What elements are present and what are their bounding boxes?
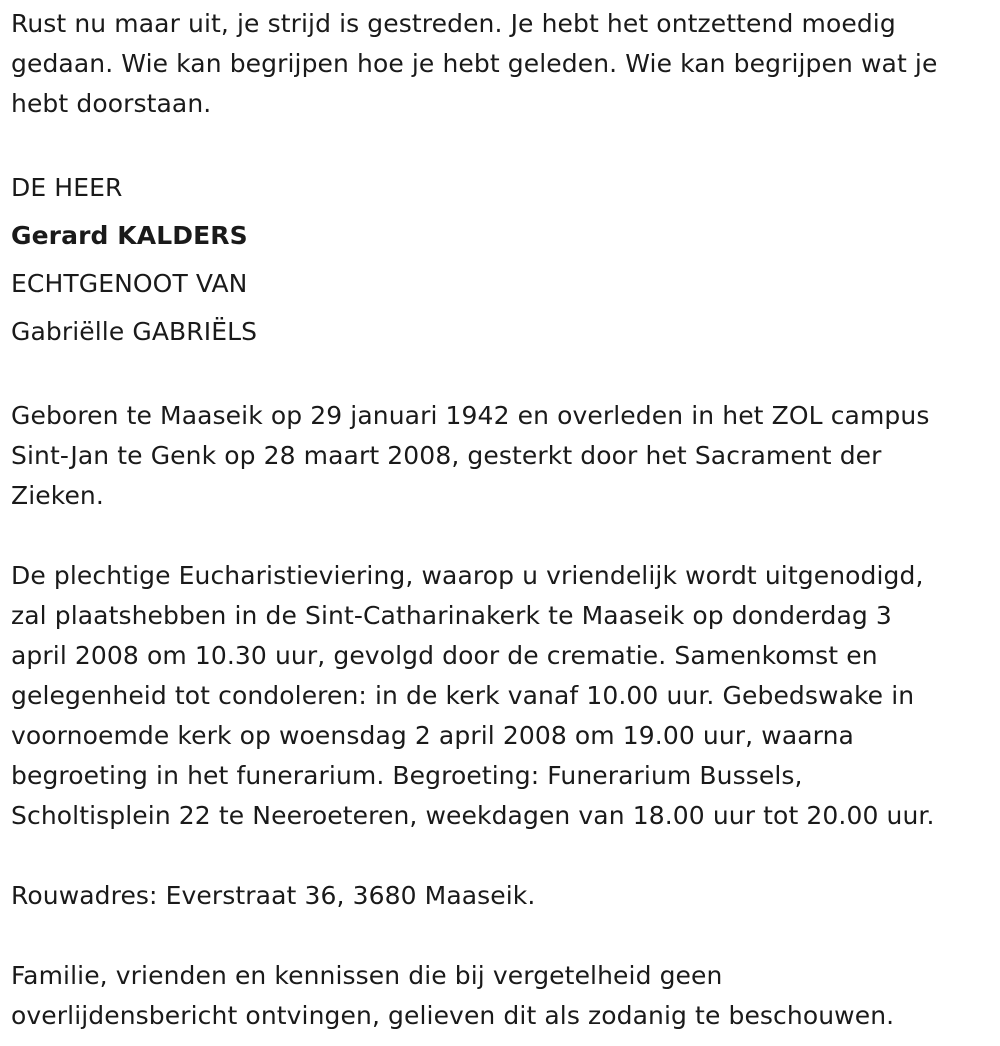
ceremony-line: De plechtige Eucharistieviering, waarop u vriendelijk wordt uitgenodigd, [11, 561, 924, 590]
ceremony-line: april 2008 om 10.30 uur, gevolgd door de crematie. Samenkomst en [11, 641, 878, 670]
closing-line: overlijdensbericht ontvingen, gelieven dit als zodanig te beschouwen. [11, 1001, 895, 1030]
ceremony-paragraph [11, 556, 992, 836]
deceased-block [11, 164, 992, 356]
spouse-name: Gabriëlle GABRIËLS [11, 317, 258, 346]
birth-death-line: Zieken. [11, 481, 104, 510]
intro-poem [11, 4, 992, 124]
ceremony-line: gelegenheid tot condoleren: in de kerk vanaf 10.00 uur. Gebedswake in [11, 681, 915, 710]
relation-label: ECHTGENOOT VAN [11, 269, 248, 298]
ceremony-line: voornoemde kerk op woensdag 2 april 2008 om 19.00 uur, waarna [11, 721, 854, 750]
closing-paragraph [11, 956, 992, 1036]
birth-death-line: Geboren te Maaseik op 29 januari 1942 en overleden in het ZOL campus [11, 401, 930, 430]
intro-line: hebt doorstaan. [11, 89, 212, 118]
address-paragraph [11, 876, 992, 916]
intro-line: Rust nu maar uit, je strijd is gestreden. Je hebt het ontzettend moedig [11, 9, 896, 38]
closing-line: Familie, vrienden en kennissen die bij vergetelheid geen [11, 961, 723, 990]
ceremony-line: zal plaatshebben in de Sint-Catharinakerk te Maaseik op donderdag 3 [11, 601, 892, 630]
intro-line: gedaan. Wie kan begrijpen hoe je hebt geleden. Wie kan begrijpen wat je [11, 49, 938, 78]
birth-death-paragraph [11, 396, 992, 516]
ceremony-line: Scholtisplein 22 te Neeroeteren, weekdagen van 18.00 uur tot 20.00 uur. [11, 801, 935, 830]
mourning-address: Rouwadres: Everstraat 36, 3680 Maaseik. [11, 881, 536, 910]
deceased-name: Gerard KALDERS [11, 221, 248, 250]
ceremony-line: begroeting in het funerarium. Begroeting: Funerarium Bussels, [11, 761, 803, 790]
birth-death-line: Sint-Jan te Genk op 28 maart 2008, gesterkt door het Sacrament der [11, 441, 882, 470]
deceased-title: DE HEER [11, 173, 123, 202]
